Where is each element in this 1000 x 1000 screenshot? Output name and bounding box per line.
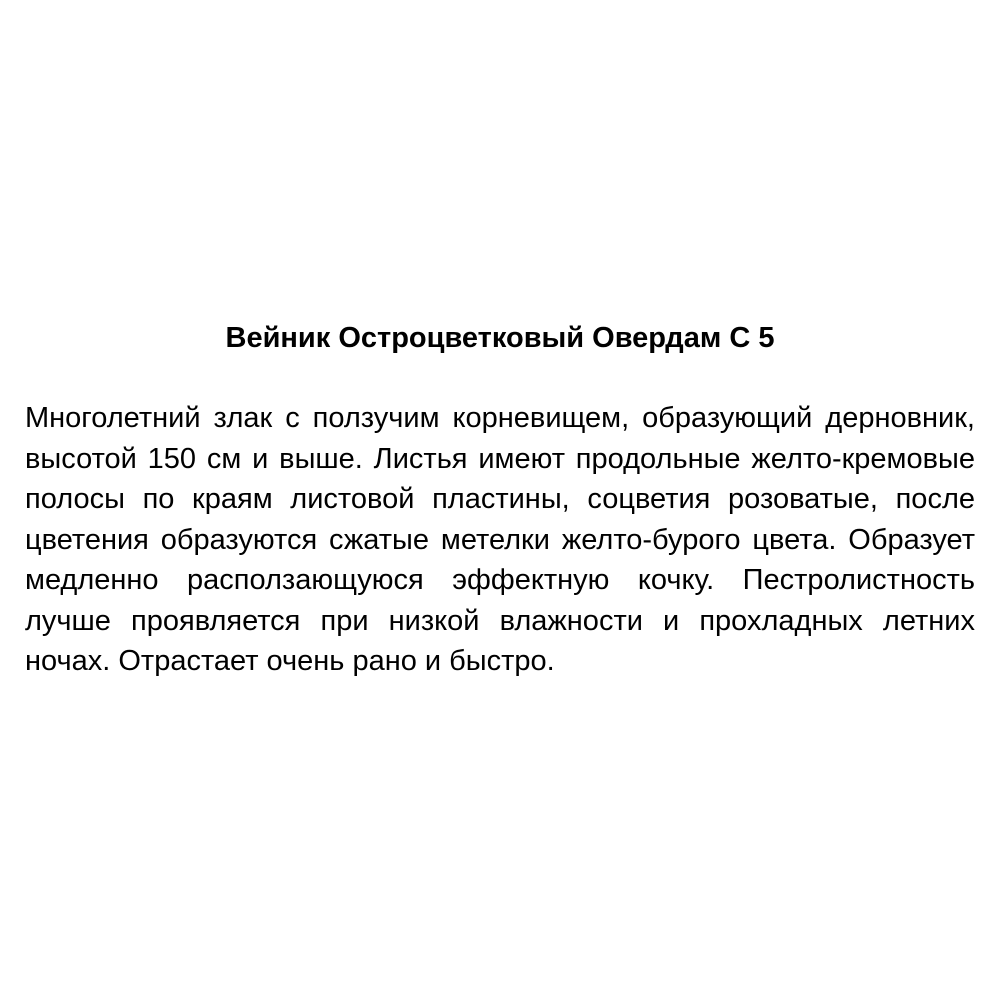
- product-description: Многолетний злак с ползучим корневищем, образующий дерновник, высотой 150 см и выше. Листья имеют продольные желто-кремовые полосы по краям листовой пластины, соцветия розоватые, после цветения образуются сжатые метелки желто-бурого цвета. Образует медленно расползающуюся эффектную кочку. Пестролистность лучше проявляется при низкой влажности и прохладных летних ночах. Отрастает очень рано и быстро.: [25, 402, 975, 677]
- product-title: Вейник Остроцветковый Овердам С 5: [225, 322, 775, 354]
